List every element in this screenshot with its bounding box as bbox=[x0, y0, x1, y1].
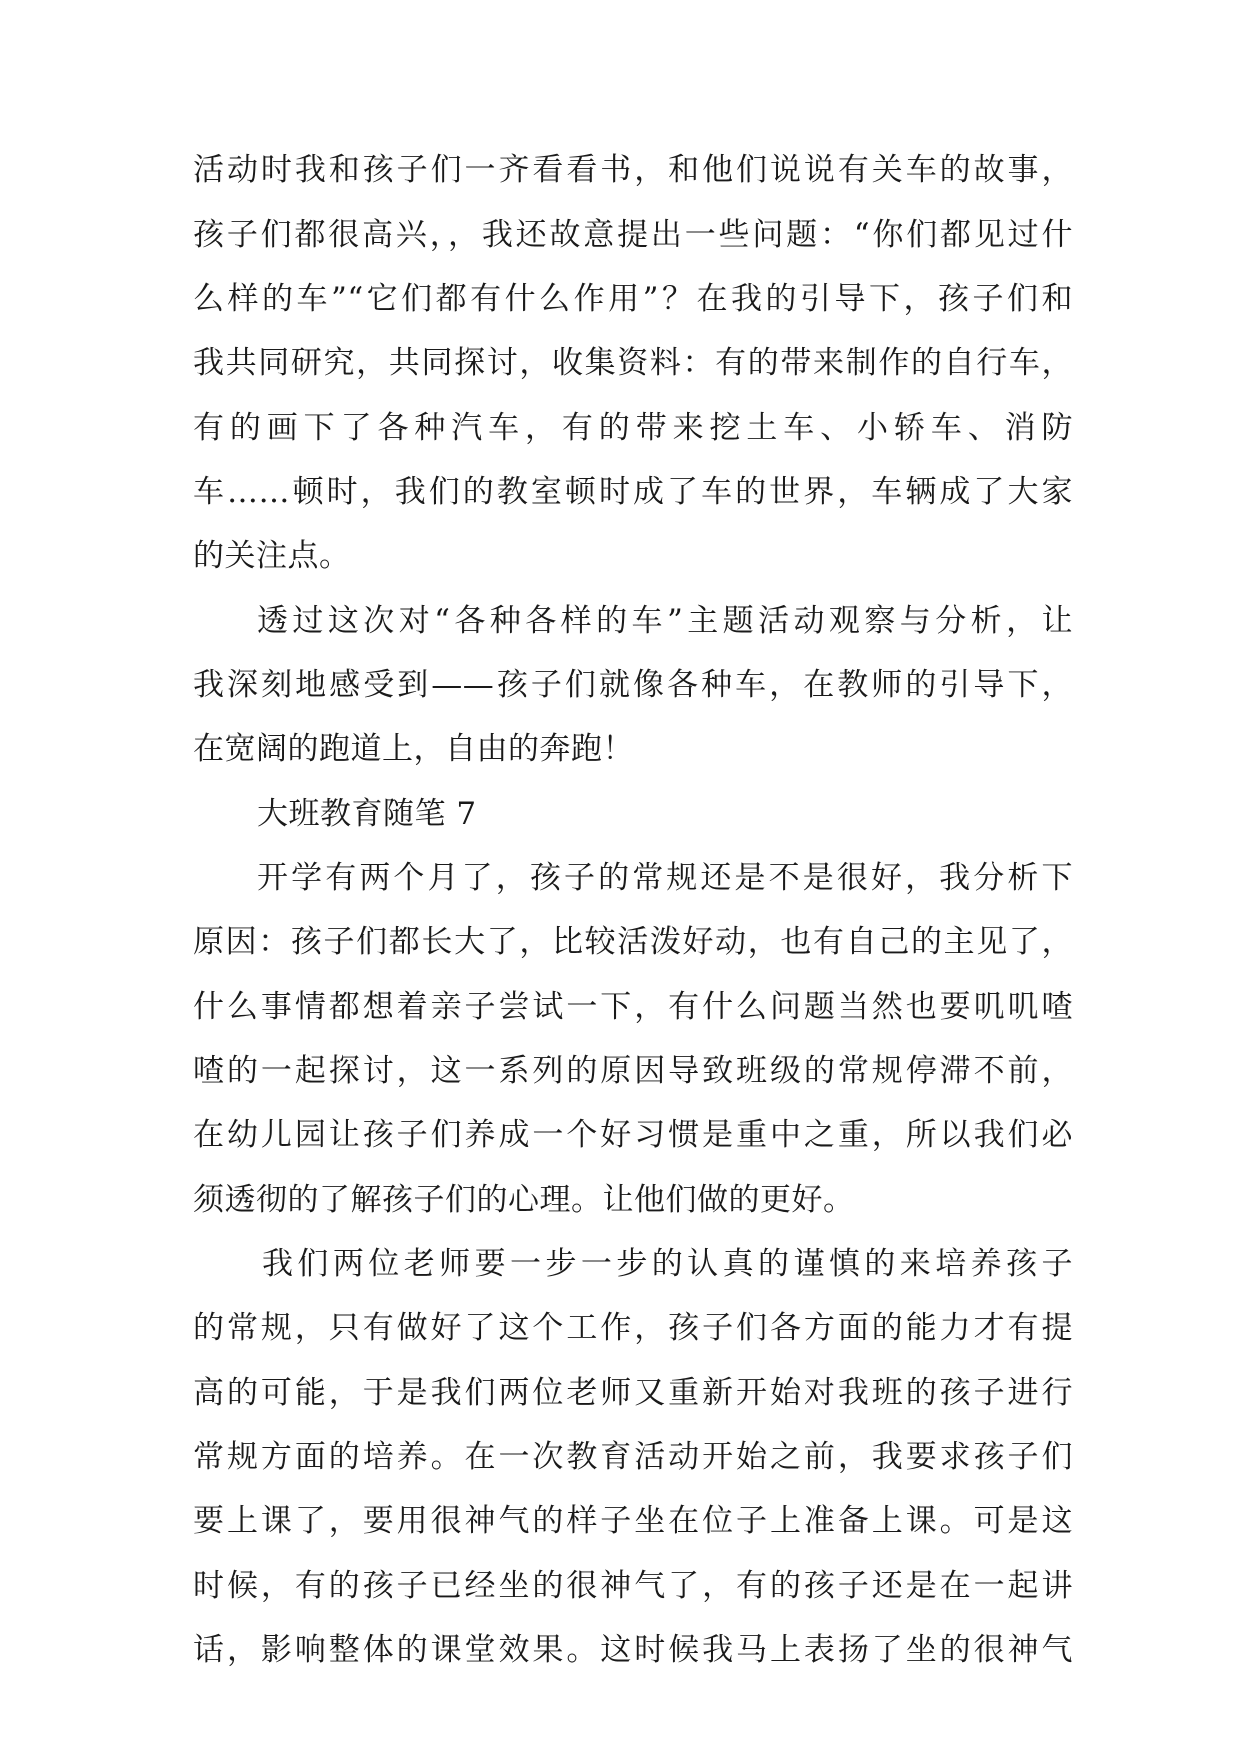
text-line: 有的画下了各种汽车，有的带来挖土车、小轿车、消防 bbox=[193, 410, 1073, 446]
section-heading: 大班教育随笔 7 bbox=[257, 796, 477, 832]
text-line: 在宽阔的跑道上，自由的奔跑！ bbox=[193, 731, 634, 767]
text-line: 什么事情都想着亲子尝试一下，有什么问题当然也要叽叽喳 bbox=[193, 989, 1073, 1025]
text-line: 高的可能，于是我们两位老师又重新开始对我班的孩子进行 bbox=[193, 1375, 1073, 1411]
text-line: 要上课了，要用很神气的样子坐在位子上准备上课。可是这 bbox=[193, 1503, 1073, 1539]
paragraph-first-line: 我们两位老师要一步一步的认真的谨慎的来培养孩子 bbox=[262, 1246, 1073, 1282]
text-line: 原因：孩子们都长大了，比较活泼好动，也有自己的主见了， bbox=[193, 924, 1073, 960]
text-line: 活动时我和孩子们一齐看看书，和他们说说有关车的故事， bbox=[193, 152, 1073, 188]
text-line: 车……顿时，我们的教室顿时成了车的世界，车辆成了大家 bbox=[193, 474, 1073, 510]
text-line: 我共同研究，共同探讨，收集资料：有的带来制作的自行车， bbox=[193, 345, 1073, 381]
text-line: 在幼儿园让孩子们养成一个好习惯是重中之重，所以我们必 bbox=[193, 1117, 1073, 1153]
text-line: 孩子们都很高兴，，我还故意提出一些问题：“你们都见过什 bbox=[193, 217, 1073, 253]
text-line: 我深刻地感受到——孩子们就像各种车，在教师的引导下， bbox=[193, 667, 1073, 703]
text-line: 的常规，只有做好了这个工作，孩子们各方面的能力才有提 bbox=[193, 1310, 1073, 1346]
text-line: 须透彻的了解孩子们的心理。让他们做的更好。 bbox=[193, 1182, 855, 1218]
text-line: 么样的车”“它们都有什么作用”？在我的引导下，孩子们和 bbox=[193, 281, 1073, 317]
paragraph-first-line: 透过这次对“各种各样的车”主题活动观察与分析，让 bbox=[257, 603, 1073, 639]
text-line: 的关注点。 bbox=[193, 538, 351, 574]
text-line: 话，影响整体的课堂效果。这时候我马上表扬了坐的很神气 bbox=[193, 1632, 1073, 1668]
paragraph-first-line: 开学有两个月了，孩子的常规还是不是很好，我分析下 bbox=[257, 860, 1073, 896]
text-line: 时候，有的孩子已经坐的很神气了，有的孩子还是在一起讲 bbox=[193, 1568, 1073, 1604]
text-line: 喳的一起探讨，这一系列的原因导致班级的常规停滞不前， bbox=[193, 1053, 1073, 1089]
text-line: 常规方面的培养。在一次教育活动开始之前，我要求孩子们 bbox=[193, 1439, 1073, 1475]
